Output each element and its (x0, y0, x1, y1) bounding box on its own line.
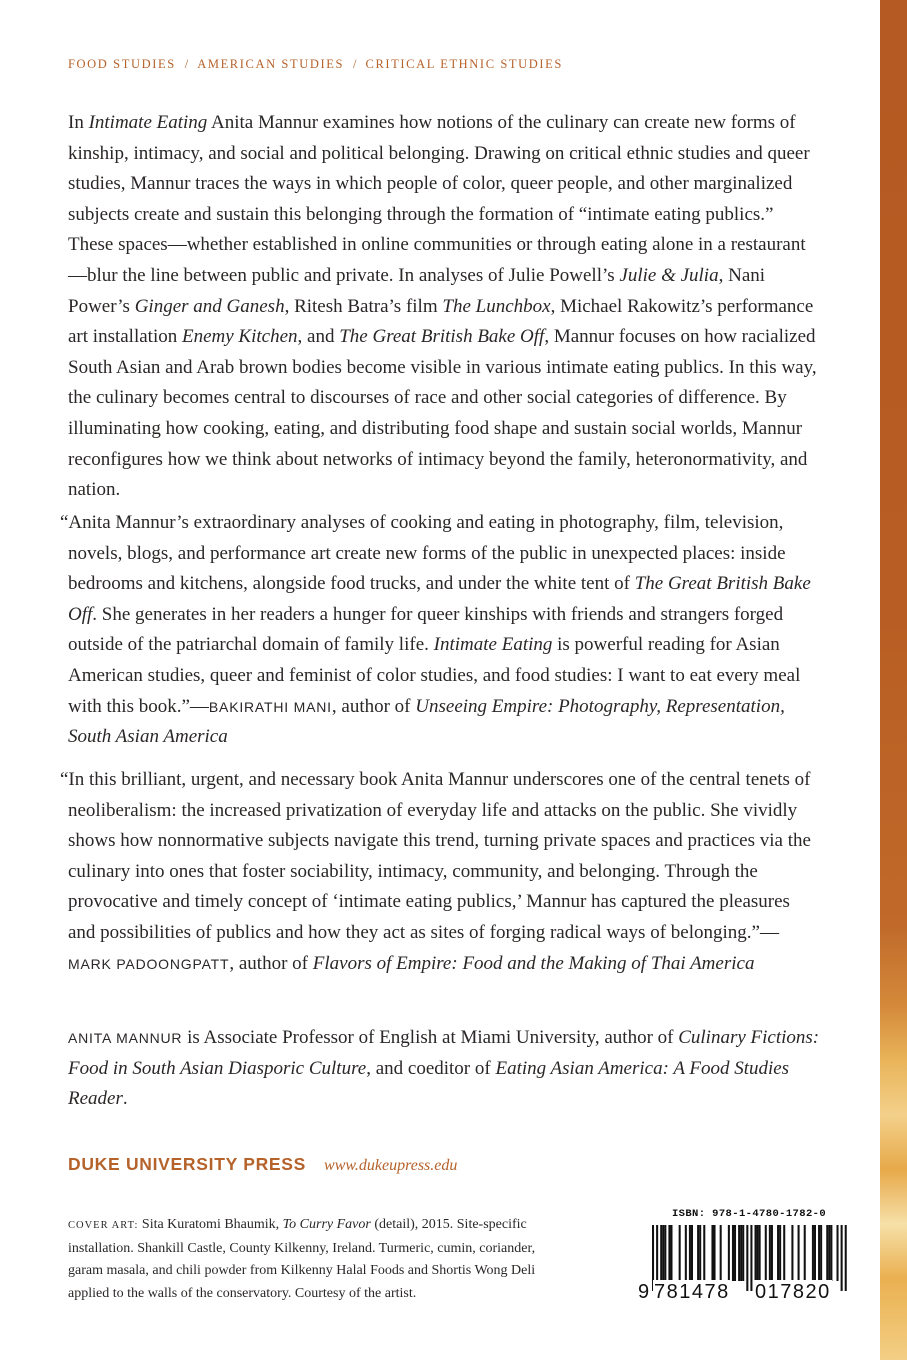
barcode-bar (765, 1225, 767, 1281)
barcode-bar (826, 1225, 828, 1281)
category-separator: / (184, 57, 189, 71)
barcode-bar (818, 1225, 820, 1281)
isbn-barcode (638, 1208, 860, 1306)
barcode-bar (714, 1225, 716, 1281)
publisher-line (68, 1154, 457, 1175)
blurb-author-name: MARK PADOONGPATT (68, 955, 230, 972)
barcode-bar (812, 1225, 814, 1281)
blurb-quote-mani: “Anita Mannur’s extraordinary analyses of cooking and eating in photography, film, television, novels, blogs, and performance art create new forms of the public in unexpected places: inside bedrooms and kitchens, alongside food trucks, and under the white tent of The Great British Bake Off. She generates in her readers a hunger for queer kinships with friends and strangers forged outside of the patriarchal domain of family life. Intimate Eating is powerful reading for Asian American studies, queer and feminist of color studies, and food studies: I want to eat every meal with this book.”—BAKIRATHI MANI, author of Unseeing Empire: Photography, Representation, South Asian America (60, 512, 811, 748)
cover-art-credit: COVER ART: Sita Kuratomi Bhaumik, To Curry Favor (detail), 2015. Site-specific installation. Shankill Castle, County Kilkenny, Ireland. Turmeric, cumin, coriander, garam masala, and chili powder from Kilkenny Halal Foods and Shortis Wong Deli applied to the walls of the conservatory. Courtesy of the artist. (68, 1217, 536, 1301)
blurb-author-name: BAKIRATHI MANI (208, 698, 332, 715)
category-food-studies: FOOD STUDIES (68, 57, 176, 71)
barcode-bar (734, 1225, 736, 1281)
barcode-bar (798, 1225, 800, 1281)
barcode-bar (830, 1225, 832, 1281)
cover-art-label: COVER ART: (68, 1220, 139, 1231)
barcode-bar (837, 1225, 839, 1281)
barcode-bar (783, 1225, 785, 1281)
barcode-bar (728, 1225, 730, 1281)
barcode-bar (689, 1225, 691, 1281)
barcode-bar (740, 1225, 742, 1281)
barcode-bar (791, 1225, 793, 1281)
barcode-bar (660, 1225, 662, 1281)
barcode-bar (699, 1225, 701, 1281)
barcode-bar (670, 1225, 672, 1281)
barcode-bar (757, 1225, 759, 1281)
barcode-bar (662, 1225, 664, 1281)
book-spine-edge (880, 0, 907, 1360)
subject-categories (68, 57, 563, 72)
book-description: In Intimate Eating Anita Mannur examines how notions of the culinary can create new forms of kinship, intimacy, and social and political belonging. Drawing on critical ethnic studies and queer studies, Mannur traces the ways in which people of color, queer people, and other marginalized subjects create and sustain this belonging through the formation of “intimate eating publics.” These spaces—whether established in online communities or through eating alone in a restaurant—blur the line between public and private. In analyses of Julie Powell’s Julie & Julia, Nani Power’s Ginger and Ganesh, Ritesh Batra’s film The Lunchbox, Michael Rakowitz’s performance art installation Enemy Kitchen, and The Great British Bake Off, Mannur focuses on how racialized South Asian and Arab brown bodies become visible in various intimate eating publics. In this way, the culinary becomes central to discourses of race and other social categories of difference. By illuminating how cooking, eating, and distributing food shape and sustain social worlds, Mannur reconfigures how we think about networks of intimacy beyond the family, heteronormativity, and nation. (68, 112, 817, 501)
category-separator: / (353, 57, 357, 71)
barcode-bar (769, 1225, 771, 1281)
barcode-bar (703, 1225, 705, 1281)
barcode-bar (771, 1225, 773, 1281)
barcode-bar (664, 1225, 666, 1281)
barcode-bar (668, 1225, 670, 1281)
author-name: ANITA MANNUR (68, 1030, 183, 1046)
barcode-bar (820, 1225, 822, 1281)
publisher-url: www.dukeupress.edu (324, 1157, 458, 1174)
barcode-bar (679, 1225, 681, 1281)
barcode-bar (691, 1225, 693, 1281)
barcode-bar (814, 1225, 816, 1281)
barcode-bar (685, 1225, 687, 1281)
barcode-bar (777, 1225, 779, 1281)
barcode-bar (779, 1225, 781, 1281)
barcode-bar (742, 1225, 744, 1281)
barcode-bar (711, 1225, 713, 1281)
ean-digits: 9 781478 017820 (638, 1281, 831, 1303)
barcode-bar (804, 1225, 806, 1281)
author-bio: ANITA MANNUR is Associate Professor of English at Miami University, author of Culinary Fictions: Food in South Asian Diasporic Culture, and coeditor of Eating Asian America: A Food Studies Reader. (68, 1027, 820, 1110)
barcode-bar (697, 1225, 699, 1281)
barcode-bar (738, 1225, 740, 1281)
barcode-bar (720, 1225, 722, 1281)
barcode-bar (759, 1225, 761, 1281)
category-critical-ethnic-studies: CRITICAL ETHNIC STUDIES (365, 57, 563, 71)
publisher-name: DUKE UNIVERSITY PRESS (68, 1154, 307, 1174)
isbn-label: ISBN: 978-1-4780-1782-0 (671, 1208, 827, 1220)
barcode-bar (732, 1225, 734, 1281)
blurb-quote-padoongpatt: “In this brilliant, urgent, and necessary book Anita Mannur underscores one of the central tenets of neoliberalism: the increased privatization of everyday life and attacks on the public. She vividly shows how nonnormative subjects navigate this trend, turning private spaces and practices via the culinary into ones that foster sociability, intimacy, community, and belonging. Through the provocative and timely concept of ‘intimate eating publics,’ Mannur has captured the pleasures and possibilities of publics and how they act as sites of forging radical ways of belonging.”—MARK PADOONGPATT, author of Flavors of Empire: Food and the Making of Thai America (60, 769, 811, 974)
barcode-bar (828, 1225, 830, 1281)
category-american-studies: AMERICAN STUDIES (197, 57, 345, 71)
barcode-bar (755, 1225, 757, 1281)
